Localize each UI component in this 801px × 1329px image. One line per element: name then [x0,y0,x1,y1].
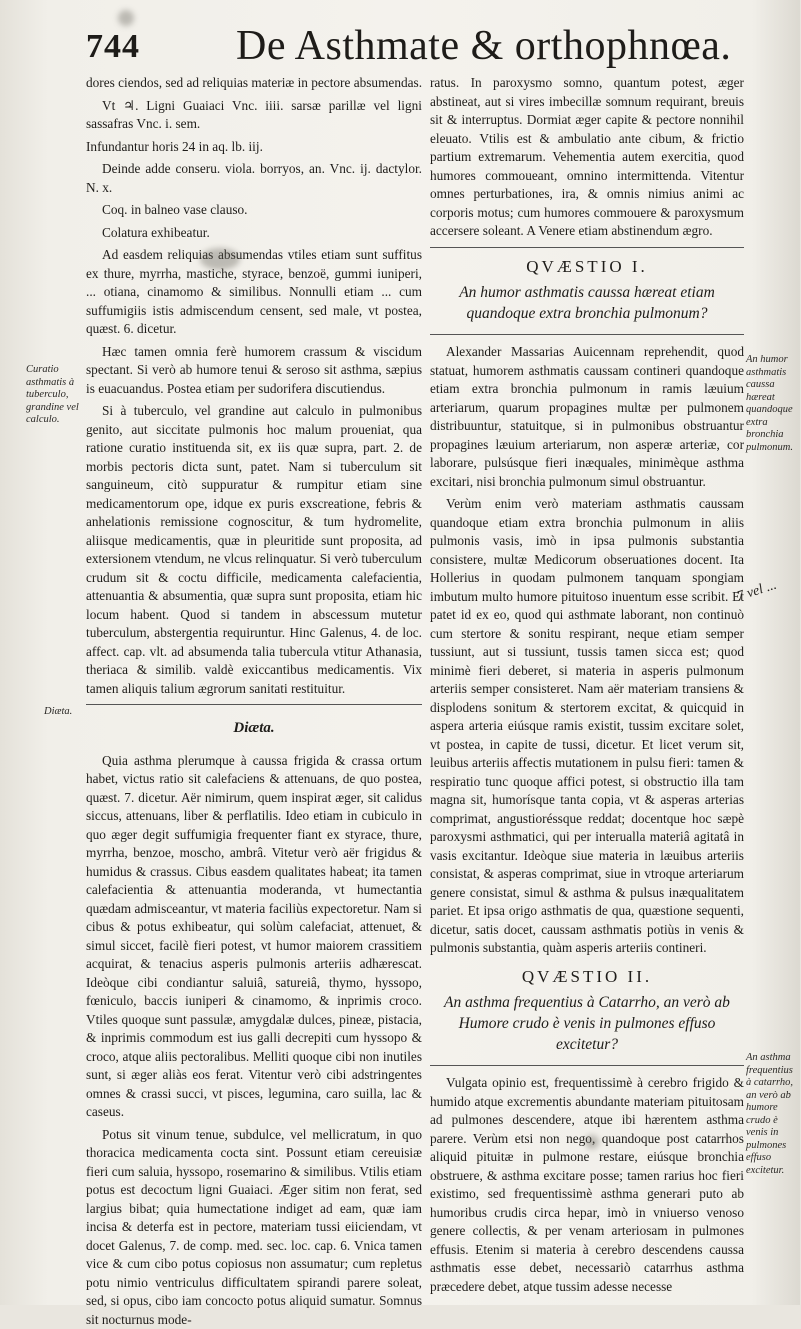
paragraph: Quia asthma plerumque à caussa frigida & crassa ortum habet, victus ratio sit calefaciens & attenuans, de quo postea, quæst. 7. dicetur. Aër nimirum, quem inspirat æger, sit calidus siccus, attenuans, liber & perflatilis. Ideo etiam in cubiculo in quo æger degit suffumigia frequenter fiant ex styrace, thure, myrrha, benzoe, moscho, ambrâ. Vitetur verò aër frigidus & humidus & crassus. Cibus easdem qualitates habeat; ita tamen calefacientia & attenuantia moderanda, vt humectantia quædam admisceantur, vt materia faciliùs expectoretur. Nam si cibus & potus exhibeatur, qui solùm calefaciat, attenuet, & simul siccet, facilè fieri potest, vt humor maiorem crassitiem acquirat, & tenacius asperis pulmonis arteriis adhærescat. Ideòque cibi condiantur saluiâ, satureiâ, thymo, hyssopo, fœniculo, baccis iuniperi & cinamomo, & inprimis croco. Vtiles quoque sunt passulæ, amygdalæ dulces, pineæ, pistacia, & inprimis commodum est ius galli decrepiti cum hyssopo & croco, atque aliis pectoralibus. Melliti quoque cibi non inutiles sunt, si æger aliàs eos ferat. Vitentur verò cibi adstringentes omnes & crassi succi, vt pisces, legumina, caro suilla, lac & caseus. [86,752,422,1122]
margin-note-diet: Diæta. [44,706,84,719]
left-column [86,74,422,1294]
section-heading-diet: Diæta. [86,719,422,738]
right-column [430,74,744,1294]
page-header [86,22,776,72]
paragraph: Potus sit vinum tenue, subdulce, vel mellicratum, in quo thoracica medicamenta cocta sint. Possunt etiam cereuisiæ fieri cum saluia, hyssopo, rosemarino & similibus. Vtilis etiam potus est decoctum ligni Guaiaci. Æger sitim non ferat, sed largius bibat; quia humectatione indiget ad eam, quæ iam incisa & deterfa est in pectore, materiam tussi eiiciendam, vt docet Galenus, 7. de comp. med. sec. loc. cap. 6. Vnica tamen vice & cum cibo potus copiosus non assumatur; cum repletus potu nimio ventriculus difficultatem spirandi parere soleat, sed, si opus, cibo iam concocto potus aliquid sumatur. Somnus sit nocturnus mode- [86,1126,422,1329]
paragraph: Hæc tamen omnia ferè humorem crassum & viscidum spectant. Si verò ab humore tenui & seroso sit asthma, sæpius is euacuandus. Postea etiam per sudorifera discutiendus. [86,343,422,399]
handwritten-annotation: 7 vel ... [735,571,801,606]
running-title: De Asthmate & orthophnœa. [236,22,731,70]
section-rule [430,247,744,248]
ink-blot [118,10,134,26]
paragraph: Ad easdem reliquias absumendas vtiles etiam sunt suffitus ex thure, myrrha, mastiche, styrace, benzoë, gummi iuniperi, ... otiana, cinamomo & similibus. Nonnulli etiam ... cum suffumigiis istis admiscendum censent, sed male, vt postea, quæst. 6. dicetur. [86,246,422,339]
recipe-line: Coq. in balneo vase clauso. [86,201,422,220]
paragraph: ratus. In paroxysmo somno, quantum potest, æger abstineat, aut si vires imbecillæ somnum requirant, breuis sit & interruptus. Dormiat æger capite & pectore nonnihil eleuato. Vtilis est & ambulatio ante cibum, & frictio partium extremarum. Vehementia autem exercitia, quod humores commoueant, omnino intermittenda. Vitentur omnes perturbationes, ira, & omnis nimius animi ac corporis motus; cum humores commouere & paroxysmum accersere soleant. A Venere etiam abstinendum ægro. [430,74,744,241]
recipe-line: Infundantur horis 24 in aq. lb. iij. [86,138,422,157]
paragraph: dores ciendos, sed ad reliquias materiæ in pectore absumendas. [86,74,422,93]
ink-blot [200,248,240,270]
question-2-label: QVÆSTIO II. [430,968,744,987]
question-2-title: An asthma frequentius à Catarrho, an verò ab Humore crudo è venis in pulmones effuso excitetur? [440,992,734,1055]
paragraph: Alexander Massarias Auicennam reprehendit, quod statuat, humorem asthmatis caussam contineri quandoque etiam extra bronchia pulmonum in ramis læuium arteriarum, quarum propagines multæ per pulmonem distribuuntur, statuitque, si in pulmonibus obstruantur propagines læuium arteriarum, non asperæ arteriæ, cor laborare, pulsúsque fieri inæquales, minimèque asthma excitari, nisi bronchia pulmonum simul obstruantur. [430,343,744,491]
margin-note-cure: Curatio asthmatis à tuberculo, grandine vel calculo. [26,364,84,427]
page-number: 744 [86,28,140,66]
recipe-line: Vt ♃. Ligni Guaiaci Vnc. iiii. sarsæ parillæ vel ligni sassafras Vnc. i. sem. [86,97,422,134]
paragraph: Vulgata opinio est, frequentissimè à cerebro frigido & humido atque excrementis abundante materiam pituitosam ad pulmones descendere, atque ibi hærentem asthma parere. Verùm etsi non nego, quandoque post catarrhos aliquid pituitæ in pulmone restare, eiúsque bronchia obstruere, & asthma excitare posse; tamen rarius hoc fieri existimo, sed frequentissimè asthma generari puto ab humoribus crudis circa hepar, imò in vniuerso venoso genere collectis, & per venam arteriosam in pulmones effusis. Etenim si materia à cerebro descendens caussa asthmatis esse debet, necessariò catarrhus asthma præcedere debet, atque tussim adesse necesse [430,1074,744,1296]
recipe-line: Colatura exhibeatur. [86,224,422,243]
ink-blot [585,1135,599,1149]
paragraph: Si à tuberculo, vel grandine aut calculo in pulmonibus genito, aut siccitate pulmonis hoc malum proueniat, qua ratione curatio instituenda sit, ex iis quæ supra, part. 2. de morbis pectoris dicta sunt, patet. Nam si tuberculum sit sanguineum, citò suppuratur & rumpitur etiam sine medicamentorum ope, idque ex puris exscreatione, febris & anhelationis remissione cognoscitur, & tum hydromelite, aliisque medicamentis, quæ in pleuritide sunt proposita, ad extersionem vtendum, ne vlcus relinquatur. Si verò tuberculum crudum sit & coctu difficile, medicamenta calefacientia, attenuantia & absumentia, quæ supra sunt proposita, etiam hic locum habent. Quod si tandem in abscessum mutetur tuberculum, abstergentia requiruntur. Hinc Galenus, 4. de loc. affect. cap. vlt. ad absumenda talia tubercula vtitur Athanasia, theriaca & similib. valdè exiccantibus medicamentis. Vix tamen aliquis talium ægrorum sanitati restituitur. [86,402,422,698]
question-1-title: An humor asthmatis caussa hæreat etiam quandoque extra bronchia pulmonum? [440,282,734,324]
question-1-label: QVÆSTIO I. [430,258,744,277]
paragraph: Verùm enim verò materiam asthmatis caussam quandoque etiam extra bronchia pulmonum in aliis pulmonis vasis, imò in ipsa pulmonis substantia consistere, multæ Medicorum obseruationes docent. Ita Hollerius in quodam pulmonem tanquam spongiam imbutum multo humore pituitoso inuentum esse scribit. Et patet id ex eo, quod qui asthmate laborant, non continuò cum stertore & sonitu respirant, neque etiam semper tussiunt, aut si tussiunt, tussis tamen sicca est; quod minimè fieri deberet, si materia in asperis pulmonum arteriis semper consisteret. Nam aër materiam transiens & displodens sonitum & stertorem excitat, & quicquid in aspera arteria eiúsque ramis existit, tussim excitare solet, vt postea, in capite de tussi, dicetur. Et licet verum sit, leuibus arteriis affectis mutationem in pulsu fieri: tamen & respiratio tunc quoque affici potest, si obstructio illa tam magna sit, humorísque tanta copia, vt & asperas arterias comprimat, angustioréssque reddat; docentque hoc sæpè paroxysmi asthmatici, qui per interualla materiâ agitatâ in vasis excitantur. Ideòque siue materia in læuibus arteriis consistat, & asperas comprimat, siue in vtroque arteriarum genere consistat, simul & asthma & pulsus inæqualitatem pariet. Et ipsa origo asthmatis de qua, quæstione sequenti, dicetur, satis docet, caussam asthmatis potiùs in venis & pulmonis substantia, quàm asperis arteriis contineri. [430,495,744,958]
margin-note-question-1: An humor asthmatis caussa hæreat quandoque extra bronchia pulmonum. [746,354,798,454]
section-rule [86,704,422,705]
recipe-line: Deinde adde conseru. viola. borryos, an. Vnc. ij. dactylor. N. x. [86,160,422,197]
section-rule [430,1065,744,1066]
section-rule [430,334,744,335]
margin-note-question-2: An asthma frequentius à catarrho, an verò ab humore crudo è venis in pulmones effuso excitetur. [746,1052,798,1177]
